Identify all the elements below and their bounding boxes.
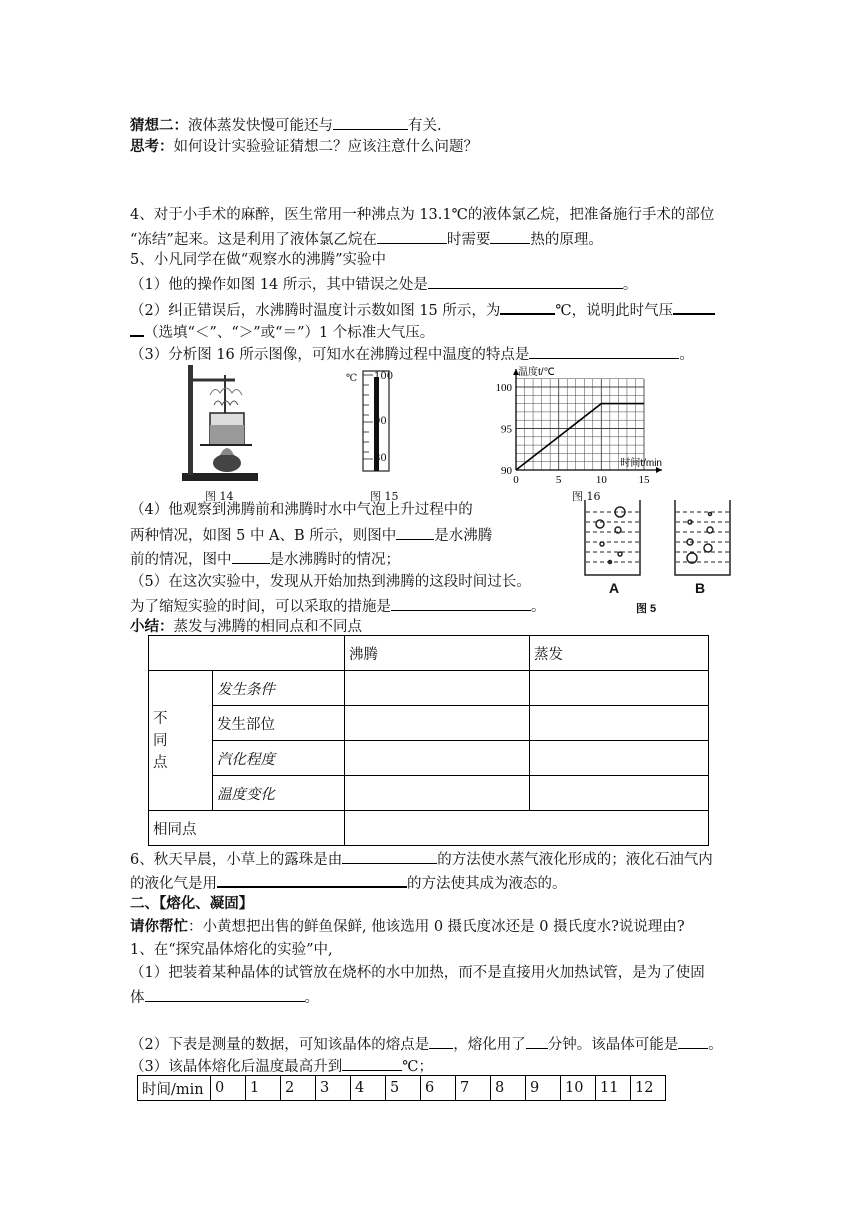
answer-blank[interactable] xyxy=(232,548,270,564)
answer-blank[interactable] xyxy=(130,320,144,337)
summary-label: 小结： xyxy=(130,618,174,635)
answer-blank[interactable] xyxy=(490,228,530,244)
q6-text: 的方法使其成为液态的。 xyxy=(407,876,567,892)
q4-text: 热的原理。 xyxy=(530,232,603,248)
m1-1-end: 。 xyxy=(304,990,319,1006)
time-cell: 7 xyxy=(456,1076,491,1101)
table-row xyxy=(149,811,709,846)
think-text: 如何设计实验验证猜想二？应该注意什么问题？ xyxy=(173,139,478,155)
x-tick-label: 5 xyxy=(555,474,562,486)
row-temperature: 温度变化 xyxy=(213,776,345,811)
header-boil: 沸腾 xyxy=(345,636,530,671)
q6-text: 6、秋天早晨，小草上的露珠是由 xyxy=(130,852,343,868)
y-tick-label: 90 xyxy=(501,465,512,477)
think-line xyxy=(130,137,478,157)
summary-text: 蒸发与沸腾的相同点和不同点 xyxy=(173,619,362,635)
fig15-caption: 图 15 xyxy=(370,490,399,503)
help-line xyxy=(130,917,685,937)
table-cell[interactable] xyxy=(345,671,530,706)
fig15-tick-100: 100 xyxy=(374,371,394,382)
m1-title: 1、在“探究晶体熔化的实验”中, xyxy=(130,942,333,958)
table-cell[interactable] xyxy=(345,776,530,811)
m1-2-text: （2）下表是测量的数据，可知该晶体的熔点是 xyxy=(130,1037,430,1053)
table-cell[interactable] xyxy=(530,741,709,776)
q4-line1: 4、对于小手术的麻醉，医生常用一种沸点为 13.1℃的液体氯乙烷，把准备施行手术的部位 xyxy=(130,207,715,223)
fig14-caption: 图 14 xyxy=(205,490,234,503)
q4-text: 时需要 xyxy=(446,232,491,248)
q5-1-end: 。 xyxy=(622,277,638,293)
time-cell: 2 xyxy=(281,1076,316,1101)
answer-blank[interactable] xyxy=(342,1055,402,1071)
time-header: 时间/min xyxy=(138,1076,211,1101)
x-tick-label: 15 xyxy=(638,474,650,486)
y-tick-label: 95 xyxy=(501,423,512,436)
answer-blank[interactable] xyxy=(429,1033,453,1049)
diff-char: 同 xyxy=(153,732,168,749)
guess2-text: 液体蒸发快慢可能还与 xyxy=(188,118,333,134)
q5-2 xyxy=(130,298,715,321)
q5-3-text: （3）分析图 16 所示图像，可知水在沸腾过程中温度的特点是 xyxy=(130,347,530,363)
time-cell: 0 xyxy=(211,1076,246,1101)
answer-blank[interactable] xyxy=(396,524,434,540)
time-cell: 11 xyxy=(596,1076,631,1101)
summary-line xyxy=(130,617,362,637)
q5-4-text: 前的情况，图中 xyxy=(130,552,232,568)
q6-line2 xyxy=(130,871,567,894)
fig5-caption: 图 5 xyxy=(636,603,657,615)
y-tick-label: 100 xyxy=(495,382,512,394)
table-cell[interactable] xyxy=(345,706,530,741)
answer-blank[interactable] xyxy=(673,298,715,315)
table-row xyxy=(149,776,709,811)
answer-blank[interactable] xyxy=(333,114,408,130)
answer-blank[interactable] xyxy=(526,1033,548,1049)
beaker-b xyxy=(675,500,730,575)
q5-1 xyxy=(130,273,637,295)
fig14-apparatus xyxy=(180,365,270,485)
y-axis-label: 温度t/℃ xyxy=(518,367,555,378)
q5-4-text: 两种情况，如图 5 中 A、B 所示，则图中 xyxy=(130,528,397,544)
table-cell[interactable] xyxy=(530,671,709,706)
q6-line1 xyxy=(130,848,713,870)
table-row xyxy=(149,636,709,671)
m1-1-line1: （1）把装着某种晶体的试管放在烧杯的水中加热，而不是直接用火加热试管，是为了使固 xyxy=(130,965,705,981)
time-cell: 12 xyxy=(631,1076,666,1101)
time-cell: 1 xyxy=(246,1076,281,1101)
time-cell: 5 xyxy=(386,1076,421,1101)
q6-text: 的方法使水蒸气液化形成的；液化石油气内 xyxy=(437,852,713,868)
row-same: 相同点 xyxy=(149,811,345,846)
answer-blank[interactable] xyxy=(217,871,407,888)
table-cell[interactable] xyxy=(530,706,709,741)
q5-3-end: 。 xyxy=(679,347,694,363)
guess2-label: 猜想二： xyxy=(130,117,188,134)
answer-blank[interactable] xyxy=(391,595,531,611)
section2-num: 二、 xyxy=(130,895,159,912)
fig5-label-b: B xyxy=(695,580,706,596)
time-cell: 4 xyxy=(351,1076,386,1101)
diff-char: 不 xyxy=(153,710,168,727)
answer-blank[interactable] xyxy=(678,1033,708,1049)
melting-table xyxy=(137,1075,666,1101)
m1-2-text: ，熔化用了 xyxy=(453,1037,526,1053)
q5-2-text: （选填“＜”、“＞”或“＝”）1 个标准大气压。 xyxy=(144,325,435,341)
fig15-unit: ℃ xyxy=(346,373,358,384)
section2-title: 【熔化、凝固】 xyxy=(159,895,254,912)
q5-4-text: 是水沸腾时的情况； xyxy=(269,552,400,568)
answer-blank[interactable] xyxy=(377,228,447,244)
section2-heading xyxy=(130,894,253,914)
diff-char: 点 xyxy=(153,754,168,771)
fig15-tick-90: 90 xyxy=(374,416,387,427)
q5-5-text: 为了缩短实验的时间，可以采取的措施是 xyxy=(130,599,391,615)
table-cell[interactable] xyxy=(345,741,530,776)
q5-5-end: 。 xyxy=(531,599,546,615)
row-degree: 汽化程度 xyxy=(213,741,345,776)
help-text: ：小黄想把出售的鲜鱼保鲜, 他该选用 0 摄氏度冰还是 0 摄氏度水?说说理由? xyxy=(188,919,685,935)
fig15-thermometer xyxy=(343,371,403,476)
m1-1-line2 xyxy=(130,986,319,1008)
answer-blank[interactable] xyxy=(428,273,623,289)
m1-1-text: 体 xyxy=(130,990,145,1006)
q5-title: 5、小凡同学在做“观察水的沸腾”实验中 xyxy=(130,252,387,268)
time-cell: 9 xyxy=(526,1076,561,1101)
m1-3-text: ℃； xyxy=(402,1059,433,1075)
fig16-chart xyxy=(478,362,708,487)
x-tick-label: 10 xyxy=(595,474,607,486)
diff-label xyxy=(149,671,213,811)
answer-blank[interactable] xyxy=(529,343,679,359)
answer-blank[interactable] xyxy=(145,986,305,1002)
time-cell: 6 xyxy=(421,1076,456,1101)
fig16-caption: 图 16 xyxy=(572,490,601,503)
time-cell: 8 xyxy=(491,1076,526,1101)
fig5-label-a: A xyxy=(609,580,620,596)
fig5-beakers xyxy=(580,500,750,600)
header-evap: 蒸发 xyxy=(530,636,709,671)
table-row xyxy=(149,706,709,741)
beaker-a xyxy=(585,500,640,575)
q5-2-text: ℃，说明此时气压 xyxy=(555,303,674,319)
time-cell: 10 xyxy=(561,1076,596,1101)
think-label: 思考： xyxy=(130,138,174,155)
m1-2-end: 。 xyxy=(708,1037,723,1053)
m1-3-text: （3）该晶体熔化后温度最高升到 xyxy=(130,1059,343,1075)
table-cell xyxy=(149,636,345,671)
q4-text: “冻结”起来。这是利用了液体氯乙烷在 xyxy=(130,232,377,248)
row-condition: 发生条件 xyxy=(213,671,345,706)
m1-2-text: 分钟。该晶体可能是 xyxy=(547,1037,679,1053)
m1-2 xyxy=(130,1033,723,1055)
m1-3 xyxy=(130,1055,433,1077)
q5-4-line3 xyxy=(130,548,400,570)
table-row xyxy=(149,671,709,706)
q6-text: 的液化气是用 xyxy=(130,876,217,892)
q5-2-text: （2）纠正错误后，水沸腾时温度计示数如图 15 所示，为 xyxy=(130,303,501,319)
fig15-tick-80: 80 xyxy=(374,453,387,464)
q5-1-text: （1）他的操作如图 14 所示，其中错误之处是 xyxy=(130,277,428,293)
guess2-line xyxy=(130,114,442,136)
answer-blank[interactable] xyxy=(342,848,437,864)
q5-5-line2 xyxy=(130,595,546,617)
q5-5-line1: （5）在这次实验中，发现从开始加热到沸腾的这段时间过长。 xyxy=(130,574,531,590)
help-label: 请你帮忙 xyxy=(130,918,188,935)
time-cell: 3 xyxy=(316,1076,351,1101)
q4-line2 xyxy=(130,228,603,250)
table-row xyxy=(149,741,709,776)
row-location: 发生部位 xyxy=(213,706,345,741)
guess2-text-end: 有关. xyxy=(408,118,442,134)
q5-4-text: 是水沸腾 xyxy=(434,528,493,544)
comparison-table xyxy=(148,635,709,846)
table-cell[interactable] xyxy=(345,811,709,846)
x-axis-label: 时间t/min xyxy=(620,458,662,469)
q5-4-line2 xyxy=(130,524,492,546)
q5-2-cont xyxy=(130,320,434,343)
table-row xyxy=(138,1076,666,1101)
answer-blank[interactable] xyxy=(500,298,555,315)
table-cell[interactable] xyxy=(530,776,709,811)
q5-4-line1: （4）他观察到沸腾前和沸腾时水中气泡上升过程中的 xyxy=(130,502,473,518)
x-tick-label: 0 xyxy=(513,474,519,486)
